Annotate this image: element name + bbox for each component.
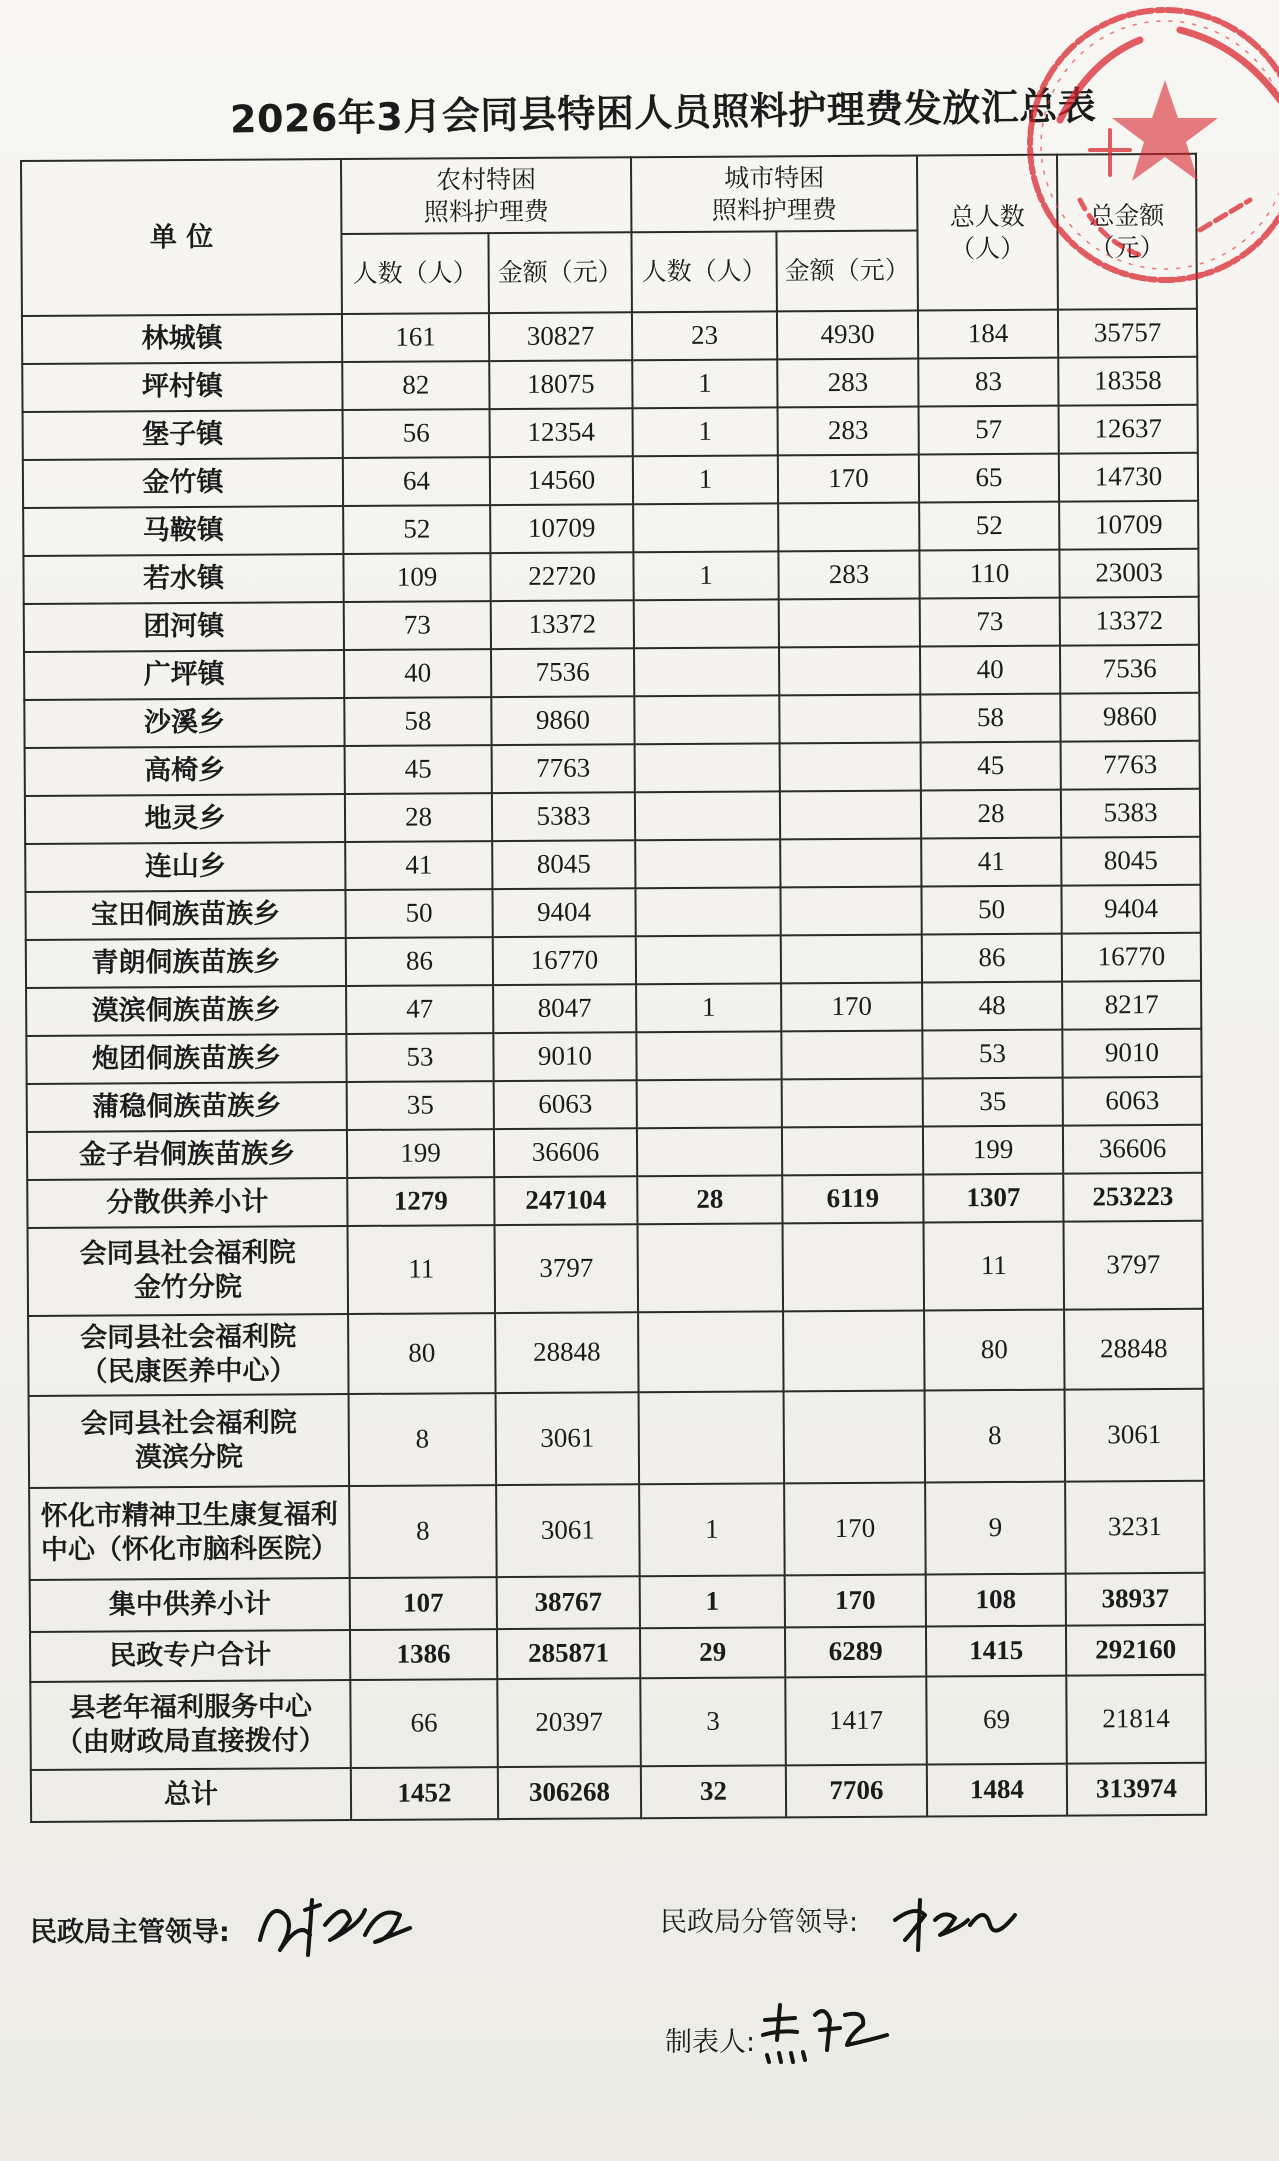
header-rural-line1: 农村特困 <box>436 165 537 195</box>
urban-count-cell <box>638 1223 784 1312</box>
table-row <box>25 789 1200 844</box>
urban-count-cell: 23 <box>632 311 777 360</box>
header-urban-line1: 城市特困 <box>724 163 825 193</box>
rural-count-cell: 1452 <box>351 1767 498 1820</box>
unit-line2: （民康医养中心） <box>80 1355 297 1388</box>
total-count-cell: 65 <box>919 454 1059 503</box>
unit-line1: 会同县社会福利院 <box>79 1237 296 1270</box>
urban-count-cell <box>636 1031 781 1080</box>
unit-line1: 县老年福利服务中心 <box>68 1691 313 1724</box>
unit-cell: 地灵乡 <box>25 794 345 844</box>
unit-cell <box>28 1226 349 1316</box>
total-count-cell: 184 <box>918 310 1058 359</box>
elderly-center-row <box>30 1675 1206 1770</box>
unit-cell: 若水镇 <box>23 554 343 604</box>
total-count-cell: 110 <box>919 550 1059 599</box>
unit-cell: 林城镇 <box>22 314 342 364</box>
unit-cell: 蒲稳侗族苗族乡 <box>27 1082 347 1132</box>
urban-amount-cell <box>780 743 921 792</box>
rural-amount-cell: 14560 <box>490 456 633 505</box>
header-urban-group <box>631 156 917 233</box>
unit-cell: 炮团侗族苗族乡 <box>26 1034 346 1084</box>
table-row <box>27 1077 1202 1132</box>
preparer-label: 制表人: <box>665 2027 756 2058</box>
unit-cell: 团河镇 <box>24 602 344 652</box>
urban-amount-cell: 6119 <box>782 1175 923 1224</box>
unit-cell: 宝田侗族苗族乡 <box>25 890 345 940</box>
rural-count-cell: 1279 <box>347 1177 494 1226</box>
total-count-cell: 41 <box>921 838 1061 887</box>
unit-line2: 中心（怀化市脑科医院） <box>40 1533 339 1566</box>
table-row <box>24 645 1199 700</box>
rural-count-cell: 8 <box>349 1485 497 1578</box>
urban-count-cell <box>634 599 779 648</box>
urban-count-cell: 1 <box>633 455 778 504</box>
official-seal-icon <box>990 0 1279 300</box>
total-amount-cell: 9404 <box>1061 885 1200 934</box>
total-amount-cell: 313974 <box>1067 1763 1206 1816</box>
header-total-count-line1: 总人数 <box>949 202 1025 232</box>
urban-count-cell <box>633 503 778 552</box>
rural-amount-cell: 3797 <box>495 1224 639 1313</box>
rural-count-cell: 53 <box>346 1033 493 1082</box>
urban-amount-cell: 4930 <box>777 311 918 360</box>
total-amount-cell: 3231 <box>1065 1481 1205 1574</box>
total-amount-cell: 8045 <box>1061 837 1200 886</box>
header-urban-amount: 金额（元） <box>776 231 918 312</box>
main-leader-signature-icon <box>250 1880 420 1970</box>
rural-amount-cell: 247104 <box>494 1176 637 1225</box>
urban-count-cell: 28 <box>637 1175 782 1224</box>
rural-count-cell: 58 <box>344 697 491 746</box>
unit-cell: 总计 <box>31 1768 351 1822</box>
total-amount-cell: 6063 <box>1063 1077 1202 1126</box>
header-rural-line2: 照料护理费 <box>423 196 549 227</box>
header-rural-group <box>341 157 631 234</box>
rural-amount-cell: 9010 <box>493 1032 636 1081</box>
total-count-cell: 1415 <box>926 1626 1066 1677</box>
urban-count-cell <box>636 935 781 984</box>
unit-cell <box>29 1394 350 1488</box>
urban-amount-cell <box>782 1079 923 1128</box>
civil-total-row <box>30 1625 1205 1682</box>
unit-cell: 堡子镇 <box>23 410 343 460</box>
total-amount-cell: 13372 <box>1060 597 1199 646</box>
main-leader-label: 民政局主管领导: <box>30 1917 230 1948</box>
rural-count-cell: 52 <box>343 505 490 554</box>
urban-amount-cell <box>784 1390 926 1483</box>
urban-count-cell <box>634 647 779 696</box>
total-count-cell: 1484 <box>927 1764 1067 1817</box>
urban-count-cell: 1 <box>633 407 778 456</box>
total-amount-cell: 18358 <box>1058 357 1197 406</box>
urban-amount-cell <box>780 839 921 888</box>
urban-count-cell <box>638 1311 783 1392</box>
rural-count-cell: 73 <box>344 601 491 650</box>
rural-count-cell: 41 <box>345 841 492 890</box>
urban-amount-cell <box>779 647 920 696</box>
table-row <box>23 501 1198 556</box>
urban-count-cell <box>635 791 780 840</box>
total-amount-cell: 9010 <box>1062 1029 1201 1078</box>
unit-cell: 青朗侗族苗族乡 <box>26 938 346 988</box>
urban-amount-cell: 283 <box>777 359 918 408</box>
total-amount-cell: 3797 <box>1064 1221 1204 1310</box>
total-amount-cell: 36606 <box>1063 1125 1202 1174</box>
rural-amount-cell: 38767 <box>497 1576 640 1629</box>
rural-count-cell: 11 <box>348 1225 496 1314</box>
rural-amount-cell: 16770 <box>493 936 636 985</box>
header-urban-count: 人数（人） <box>631 231 776 312</box>
urban-amount-cell <box>783 1310 925 1391</box>
table-row <box>27 1125 1202 1180</box>
total-amount-cell: 23003 <box>1059 549 1198 598</box>
table-row <box>23 453 1198 508</box>
total-count-cell: 57 <box>919 406 1059 455</box>
table-row <box>24 693 1199 748</box>
total-count-cell: 28 <box>921 790 1061 839</box>
total-count-cell: 58 <box>920 694 1060 743</box>
urban-amount-cell <box>783 1223 925 1312</box>
total-amount-cell: 35757 <box>1058 309 1197 358</box>
urban-amount-cell <box>779 599 920 648</box>
unit-cell: 广坪镇 <box>24 650 344 700</box>
unit-cell <box>29 1486 350 1580</box>
rural-count-cell: 8 <box>349 1393 497 1486</box>
total-count-cell: 48 <box>922 982 1062 1031</box>
table-row <box>29 1389 1205 1488</box>
rural-amount-cell: 306268 <box>498 1766 641 1819</box>
unit-line2: （由财政局直接拨付） <box>55 1725 326 1758</box>
rural-count-cell: 82 <box>342 361 489 410</box>
unit-cell <box>28 1314 348 1396</box>
total-amount-cell: 292160 <box>1066 1625 1205 1676</box>
rural-amount-cell: 12354 <box>490 408 633 457</box>
rural-amount-cell: 7763 <box>492 744 635 793</box>
table-row <box>25 837 1200 892</box>
header-total-amount-line1: 总金额 <box>1089 201 1165 231</box>
urban-count-cell <box>635 839 780 888</box>
rural-amount-cell: 13372 <box>491 600 634 649</box>
rural-count-cell: 66 <box>350 1679 498 1768</box>
header-total-amount-line2: （元） <box>1089 232 1165 262</box>
rural-count-cell: 64 <box>343 457 490 506</box>
total-amount-cell: 14730 <box>1059 453 1198 502</box>
rural-count-cell: 199 <box>347 1129 494 1178</box>
rural-count-cell: 47 <box>346 985 493 1034</box>
urban-amount-cell: 170 <box>784 1482 926 1575</box>
rural-count-cell: 107 <box>350 1577 497 1630</box>
total-count-cell: 86 <box>922 934 1062 983</box>
unit-cell: 金子岩侗族苗族乡 <box>27 1130 347 1180</box>
summary-table-wrapper <box>20 153 1205 1823</box>
urban-amount-cell: 283 <box>778 551 919 600</box>
total-amount-cell: 8217 <box>1062 981 1201 1030</box>
rural-amount-cell: 8045 <box>492 840 635 889</box>
rural-count-cell: 161 <box>342 313 489 362</box>
total-count-cell: 52 <box>919 502 1059 551</box>
urban-count-cell <box>634 695 779 744</box>
rural-count-cell: 28 <box>345 793 492 842</box>
urban-count-cell <box>635 743 780 792</box>
urban-count-cell <box>639 1391 785 1484</box>
urban-count-cell: 1 <box>640 1575 785 1628</box>
unit-cell: 高椅乡 <box>25 746 345 796</box>
urban-amount-cell <box>780 887 921 936</box>
subtotal-concentrated-row <box>30 1573 1205 1632</box>
urban-amount-cell <box>780 791 921 840</box>
urban-amount-cell: 170 <box>785 1574 926 1627</box>
total-count-cell: 9 <box>925 1482 1066 1575</box>
urban-count-cell: 1 <box>639 1483 785 1576</box>
table-row <box>29 1481 1205 1580</box>
table-row <box>23 549 1198 604</box>
unit-cell: 民政专户合计 <box>30 1630 350 1682</box>
unit-cell: 沙溪乡 <box>24 698 344 748</box>
rural-amount-cell: 8047 <box>493 984 636 1033</box>
rural-count-cell: 109 <box>343 553 490 602</box>
header-urban-line2: 照料护理费 <box>711 194 837 225</box>
table-row <box>24 597 1199 652</box>
table-row <box>25 741 1200 796</box>
total-count-cell: 40 <box>920 646 1060 695</box>
header-total-count-line2: （人） <box>949 233 1026 263</box>
urban-count-cell <box>637 1079 782 1128</box>
unit-cell: 马鞍镇 <box>23 506 343 556</box>
rural-amount-cell: 7536 <box>491 648 634 697</box>
total-amount-cell: 7536 <box>1060 645 1199 694</box>
rural-amount-cell: 10709 <box>490 504 633 553</box>
urban-count-cell: 32 <box>641 1765 786 1818</box>
rural-amount-cell: 36606 <box>494 1128 637 1177</box>
unit-line1: 会同县社会福利院 <box>80 1407 297 1440</box>
rural-count-cell: 35 <box>347 1081 494 1130</box>
total-count-cell: 11 <box>924 1222 1065 1311</box>
urban-count-cell: 29 <box>640 1627 785 1678</box>
unit-cell: 漠滨侗族苗族乡 <box>26 986 346 1036</box>
total-count-cell: 83 <box>918 358 1058 407</box>
total-amount-cell: 21814 <box>1066 1675 1206 1764</box>
rural-amount-cell: 30827 <box>489 312 632 361</box>
rural-count-cell: 40 <box>344 649 491 698</box>
urban-amount-cell <box>781 935 922 984</box>
table-row <box>25 885 1200 940</box>
header-unit: 单 位 <box>21 159 342 316</box>
urban-amount-cell: 1417 <box>785 1676 927 1765</box>
urban-amount-cell <box>778 503 919 552</box>
table-row <box>22 357 1197 412</box>
total-amount-cell: 10709 <box>1059 501 1198 550</box>
total-amount-cell: 7763 <box>1061 741 1200 790</box>
urban-amount-cell: 7706 <box>786 1764 927 1817</box>
total-count-cell: 50 <box>921 886 1061 935</box>
total-amount-cell: 253223 <box>1063 1173 1202 1222</box>
rural-count-cell: 86 <box>346 937 493 986</box>
total-count-cell: 53 <box>922 1030 1062 1079</box>
total-amount-cell: 16770 <box>1062 933 1201 982</box>
urban-count-cell <box>637 1127 782 1176</box>
total-amount-cell: 28848 <box>1064 1309 1203 1390</box>
total-amount-cell: 12637 <box>1059 405 1198 454</box>
urban-amount-cell <box>782 1127 923 1176</box>
table-row <box>22 309 1197 364</box>
urban-amount-cell: 283 <box>778 407 919 456</box>
deputy-leader-label: 民政局分管领导: <box>660 1907 859 1938</box>
unit-line2: 漠滨分院 <box>134 1441 244 1474</box>
rural-amount-cell: 3061 <box>496 1484 640 1577</box>
rural-amount-cell: 5383 <box>492 792 635 841</box>
rural-amount-cell: 6063 <box>494 1080 637 1129</box>
unit-cell: 集中供养小计 <box>30 1578 350 1632</box>
unit-line1: 怀化市精神卫生康复福利 <box>40 1499 338 1533</box>
rural-count-cell: 45 <box>345 745 492 794</box>
table-row <box>26 933 1201 988</box>
rural-count-cell: 80 <box>348 1313 495 1394</box>
table-row <box>28 1309 1203 1396</box>
rural-amount-cell: 285871 <box>497 1628 640 1679</box>
total-count-cell: 69 <box>926 1676 1067 1765</box>
rural-amount-cell: 28848 <box>495 1312 639 1393</box>
rural-amount-cell: 9860 <box>491 696 634 745</box>
table-row <box>28 1221 1204 1316</box>
total-amount-cell: 3061 <box>1065 1389 1205 1482</box>
total-amount-cell: 5383 <box>1061 789 1200 838</box>
unit-cell: 金竹镇 <box>23 458 343 508</box>
total-count-cell: 8 <box>925 1390 1066 1483</box>
table-row <box>26 981 1201 1036</box>
rural-amount-cell: 18075 <box>489 360 632 409</box>
rural-amount-cell: 3061 <box>496 1392 640 1485</box>
deputy-leader-signature-icon <box>890 1880 1020 1960</box>
unit-cell: 分散供养小计 <box>27 1178 347 1228</box>
signature-section <box>0 1880 1279 2160</box>
unit-cell: 坪村镇 <box>22 362 342 412</box>
unit-cell <box>30 1680 351 1770</box>
header-rural-amount: 金额（元） <box>488 232 632 313</box>
total-amount-cell: 9860 <box>1060 693 1199 742</box>
urban-amount-cell <box>781 1031 922 1080</box>
total-count-cell: 45 <box>921 742 1061 791</box>
total-count-cell: 199 <box>923 1126 1063 1175</box>
rural-amount-cell: 9404 <box>492 888 635 937</box>
table-row <box>23 405 1198 460</box>
total-count-cell: 80 <box>924 1310 1064 1391</box>
rural-amount-cell: 22720 <box>490 552 633 601</box>
document-title: 2026年3月会同县特困人员照料护理费发放汇总表 <box>229 83 1097 142</box>
urban-count-cell: 3 <box>640 1677 786 1766</box>
total-count-cell: 1307 <box>923 1174 1063 1223</box>
total-count-cell: 108 <box>926 1574 1066 1627</box>
total-count-cell: 73 <box>920 598 1060 647</box>
subtotal-dispersed-row <box>27 1173 1202 1228</box>
unit-cell: 连山乡 <box>25 842 345 892</box>
summary-table <box>20 153 1207 1823</box>
preparer-signature-icon <box>755 1990 895 2080</box>
unit-line1: 会同县社会福利院 <box>80 1321 297 1354</box>
rural-amount-cell: 20397 <box>497 1678 641 1767</box>
urban-count-cell: 1 <box>636 983 781 1032</box>
urban-count-cell: 1 <box>633 551 778 600</box>
urban-amount-cell: 170 <box>778 455 919 504</box>
rural-count-cell: 56 <box>343 409 490 458</box>
total-amount-cell: 38937 <box>1066 1573 1205 1626</box>
urban-count-cell: 1 <box>632 359 777 408</box>
urban-amount-cell: 170 <box>781 983 922 1032</box>
grand-total-row <box>31 1763 1206 1822</box>
table-row <box>26 1029 1201 1084</box>
rural-count-cell: 50 <box>345 889 492 938</box>
unit-line2: 金竹分院 <box>133 1271 242 1304</box>
total-count-cell: 35 <box>923 1078 1063 1127</box>
rural-count-cell: 1386 <box>350 1629 497 1680</box>
urban-count-cell <box>635 887 780 936</box>
urban-amount-cell <box>779 695 920 744</box>
urban-amount-cell: 6289 <box>785 1626 926 1677</box>
header-rural-count: 人数（人） <box>341 233 488 314</box>
